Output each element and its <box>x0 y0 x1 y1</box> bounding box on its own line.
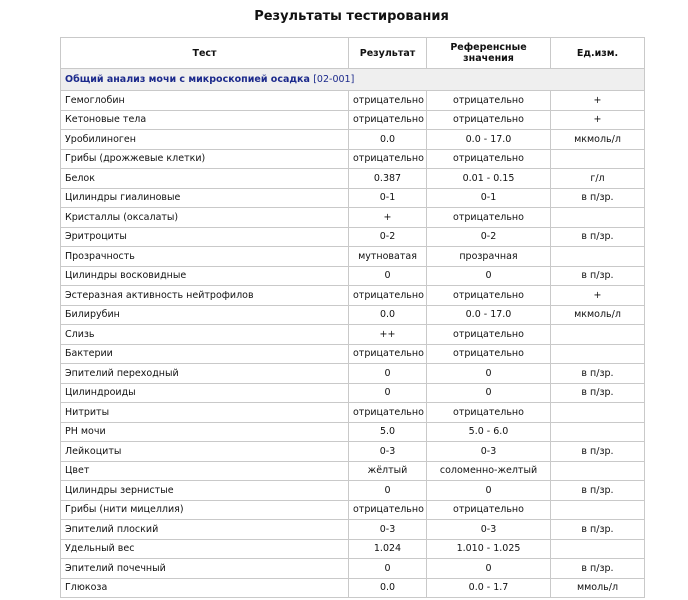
table-row <box>61 559 645 579</box>
unit-cell: в п/зр. <box>551 227 645 247</box>
table-row <box>61 344 645 364</box>
unit-cell: в п/зр. <box>551 266 645 286</box>
unit-cell: + <box>551 286 645 306</box>
unit-cell: + <box>551 91 645 111</box>
reference-cell: 0.0 - 1.7 <box>427 578 551 598</box>
section-row <box>61 69 645 91</box>
unit-cell <box>551 403 645 423</box>
unit-cell <box>551 461 645 481</box>
test-name-cell: Эритроциты <box>61 227 349 247</box>
reference-cell: 0 <box>427 481 551 501</box>
table-row <box>61 208 645 228</box>
result-cell: 5.0 <box>349 422 427 442</box>
test-name-cell: Эпителий переходный <box>61 364 349 384</box>
reference-cell: 0-3 <box>427 520 551 540</box>
test-name-cell: Прозрачность <box>61 247 349 267</box>
unit-cell: в п/зр. <box>551 442 645 462</box>
unit-cell <box>551 149 645 169</box>
table-row <box>61 539 645 559</box>
test-name-cell: Эпителий плоский <box>61 520 349 540</box>
test-name-cell: Эстеразная активность нейтрофилов <box>61 286 349 306</box>
unit-cell: в п/зр. <box>551 364 645 384</box>
reference-cell: 0.0 - 17.0 <box>427 130 551 150</box>
test-name-cell: Бактерии <box>61 344 349 364</box>
table-row <box>61 110 645 130</box>
result-cell: отрицательно <box>349 91 427 111</box>
section-code: [02-001] <box>313 74 355 85</box>
test-name-cell: PH мочи <box>61 422 349 442</box>
reference-cell: 0 <box>427 364 551 384</box>
result-cell: 0 <box>349 364 427 384</box>
unit-cell: мкмоль/л <box>551 130 645 150</box>
test-name-cell: Удельный вес <box>61 539 349 559</box>
reference-cell: 0-1 <box>427 188 551 208</box>
reference-cell: отрицательно <box>427 344 551 364</box>
test-name-cell: Цилиндры восковидные <box>61 266 349 286</box>
table-header-row <box>61 38 645 69</box>
table-row <box>61 169 645 189</box>
result-cell: 0.0 <box>349 578 427 598</box>
result-cell: 0 <box>349 383 427 403</box>
unit-cell: в п/зр. <box>551 383 645 403</box>
test-name-cell: Слизь <box>61 325 349 345</box>
result-cell: 0.0 <box>349 130 427 150</box>
table-row <box>61 266 645 286</box>
test-name-cell: Эпителий почечный <box>61 559 349 579</box>
result-cell: 0 <box>349 481 427 501</box>
result-cell: 0-1 <box>349 188 427 208</box>
table-row <box>61 578 645 598</box>
section-name: Общий анализ мочи с микроскопией осадка <box>65 74 310 85</box>
reference-cell: 0.0 - 17.0 <box>427 305 551 325</box>
reference-cell: 0 <box>427 266 551 286</box>
table-row <box>61 520 645 540</box>
reference-cell: 0 <box>427 559 551 579</box>
reference-cell: отрицательно <box>427 403 551 423</box>
table-row <box>61 188 645 208</box>
results-table <box>60 37 645 598</box>
reference-cell: 0-2 <box>427 227 551 247</box>
test-name-cell: Лейкоциты <box>61 442 349 462</box>
table-row <box>61 130 645 150</box>
table-row <box>61 325 645 345</box>
result-cell: 0-3 <box>349 442 427 462</box>
header-result: Результат <box>349 38 427 69</box>
test-name-cell: Грибы (нити мицеллия) <box>61 500 349 520</box>
reference-cell: отрицательно <box>427 286 551 306</box>
result-cell: 0 <box>349 559 427 579</box>
test-name-cell: Цвет <box>61 461 349 481</box>
unit-cell: мкмоль/л <box>551 305 645 325</box>
reference-cell: соломенно-желтый <box>427 461 551 481</box>
test-name-cell: Белок <box>61 169 349 189</box>
unit-cell <box>551 500 645 520</box>
result-cell: ++ <box>349 325 427 345</box>
reference-cell: 0 <box>427 383 551 403</box>
result-cell: отрицательно <box>349 110 427 130</box>
reference-cell: отрицательно <box>427 149 551 169</box>
result-cell: 0.387 <box>349 169 427 189</box>
table-row <box>61 403 645 423</box>
header-unit: Ед.изм. <box>551 38 645 69</box>
reference-cell: отрицательно <box>427 208 551 228</box>
result-cell: жёлтый <box>349 461 427 481</box>
unit-cell: ммоль/л <box>551 578 645 598</box>
table-row <box>61 305 645 325</box>
header-reference: Референсные значения <box>427 38 551 69</box>
table-row <box>61 286 645 306</box>
test-name-cell: Билирубин <box>61 305 349 325</box>
table-row <box>61 364 645 384</box>
unit-cell <box>551 208 645 228</box>
unit-cell: г/л <box>551 169 645 189</box>
result-cell: 0-3 <box>349 520 427 540</box>
section-cell <box>61 69 645 91</box>
table-row <box>61 422 645 442</box>
result-cell: 0-2 <box>349 227 427 247</box>
table-row <box>61 461 645 481</box>
table-row <box>61 247 645 267</box>
reference-cell: отрицательно <box>427 110 551 130</box>
table-row <box>61 442 645 462</box>
reference-cell: отрицательно <box>427 325 551 345</box>
reference-cell: 0-3 <box>427 442 551 462</box>
reference-cell: 1.010 - 1.025 <box>427 539 551 559</box>
reference-cell: 5.0 - 6.0 <box>427 422 551 442</box>
unit-cell: в п/зр. <box>551 481 645 501</box>
reference-cell: отрицательно <box>427 500 551 520</box>
table-row <box>61 383 645 403</box>
test-name-cell: Цилиндры гиалиновые <box>61 188 349 208</box>
reference-cell: прозрачная <box>427 247 551 267</box>
result-cell: отрицательно <box>349 149 427 169</box>
test-name-cell: Гемоглобин <box>61 91 349 111</box>
unit-cell: в п/зр. <box>551 520 645 540</box>
table-row <box>61 481 645 501</box>
unit-cell: в п/зр. <box>551 188 645 208</box>
reference-cell: 0.01 - 0.15 <box>427 169 551 189</box>
result-cell: 0.0 <box>349 305 427 325</box>
result-cell: отрицательно <box>349 344 427 364</box>
result-cell: отрицательно <box>349 286 427 306</box>
page-title: Результаты тестирования <box>254 9 449 24</box>
unit-cell <box>551 539 645 559</box>
test-name-cell: Уробилиноген <box>61 130 349 150</box>
test-name-cell: Грибы (дрожжевые клетки) <box>61 149 349 169</box>
table-row <box>61 227 645 247</box>
unit-cell: + <box>551 110 645 130</box>
result-cell: отрицательно <box>349 403 427 423</box>
unit-cell <box>551 247 645 267</box>
table-row <box>61 91 645 111</box>
test-name-cell: Цилиндроиды <box>61 383 349 403</box>
table-row <box>61 149 645 169</box>
unit-cell <box>551 325 645 345</box>
test-name-cell: Глюкоза <box>61 578 349 598</box>
unit-cell: в п/зр. <box>551 559 645 579</box>
unit-cell <box>551 422 645 442</box>
result-cell: 1.024 <box>349 539 427 559</box>
table-row <box>61 500 645 520</box>
table-body <box>61 69 645 598</box>
result-cell: отрицательно <box>349 500 427 520</box>
test-name-cell: Нитриты <box>61 403 349 423</box>
test-name-cell: Цилиндры зернистые <box>61 481 349 501</box>
result-cell: 0 <box>349 266 427 286</box>
test-name-cell: Кетоновые тела <box>61 110 349 130</box>
reference-cell: отрицательно <box>427 91 551 111</box>
header-test: Тест <box>61 38 349 69</box>
result-cell: мутноватая <box>349 247 427 267</box>
result-cell: + <box>349 208 427 228</box>
test-name-cell: Кристаллы (оксалаты) <box>61 208 349 228</box>
unit-cell <box>551 344 645 364</box>
